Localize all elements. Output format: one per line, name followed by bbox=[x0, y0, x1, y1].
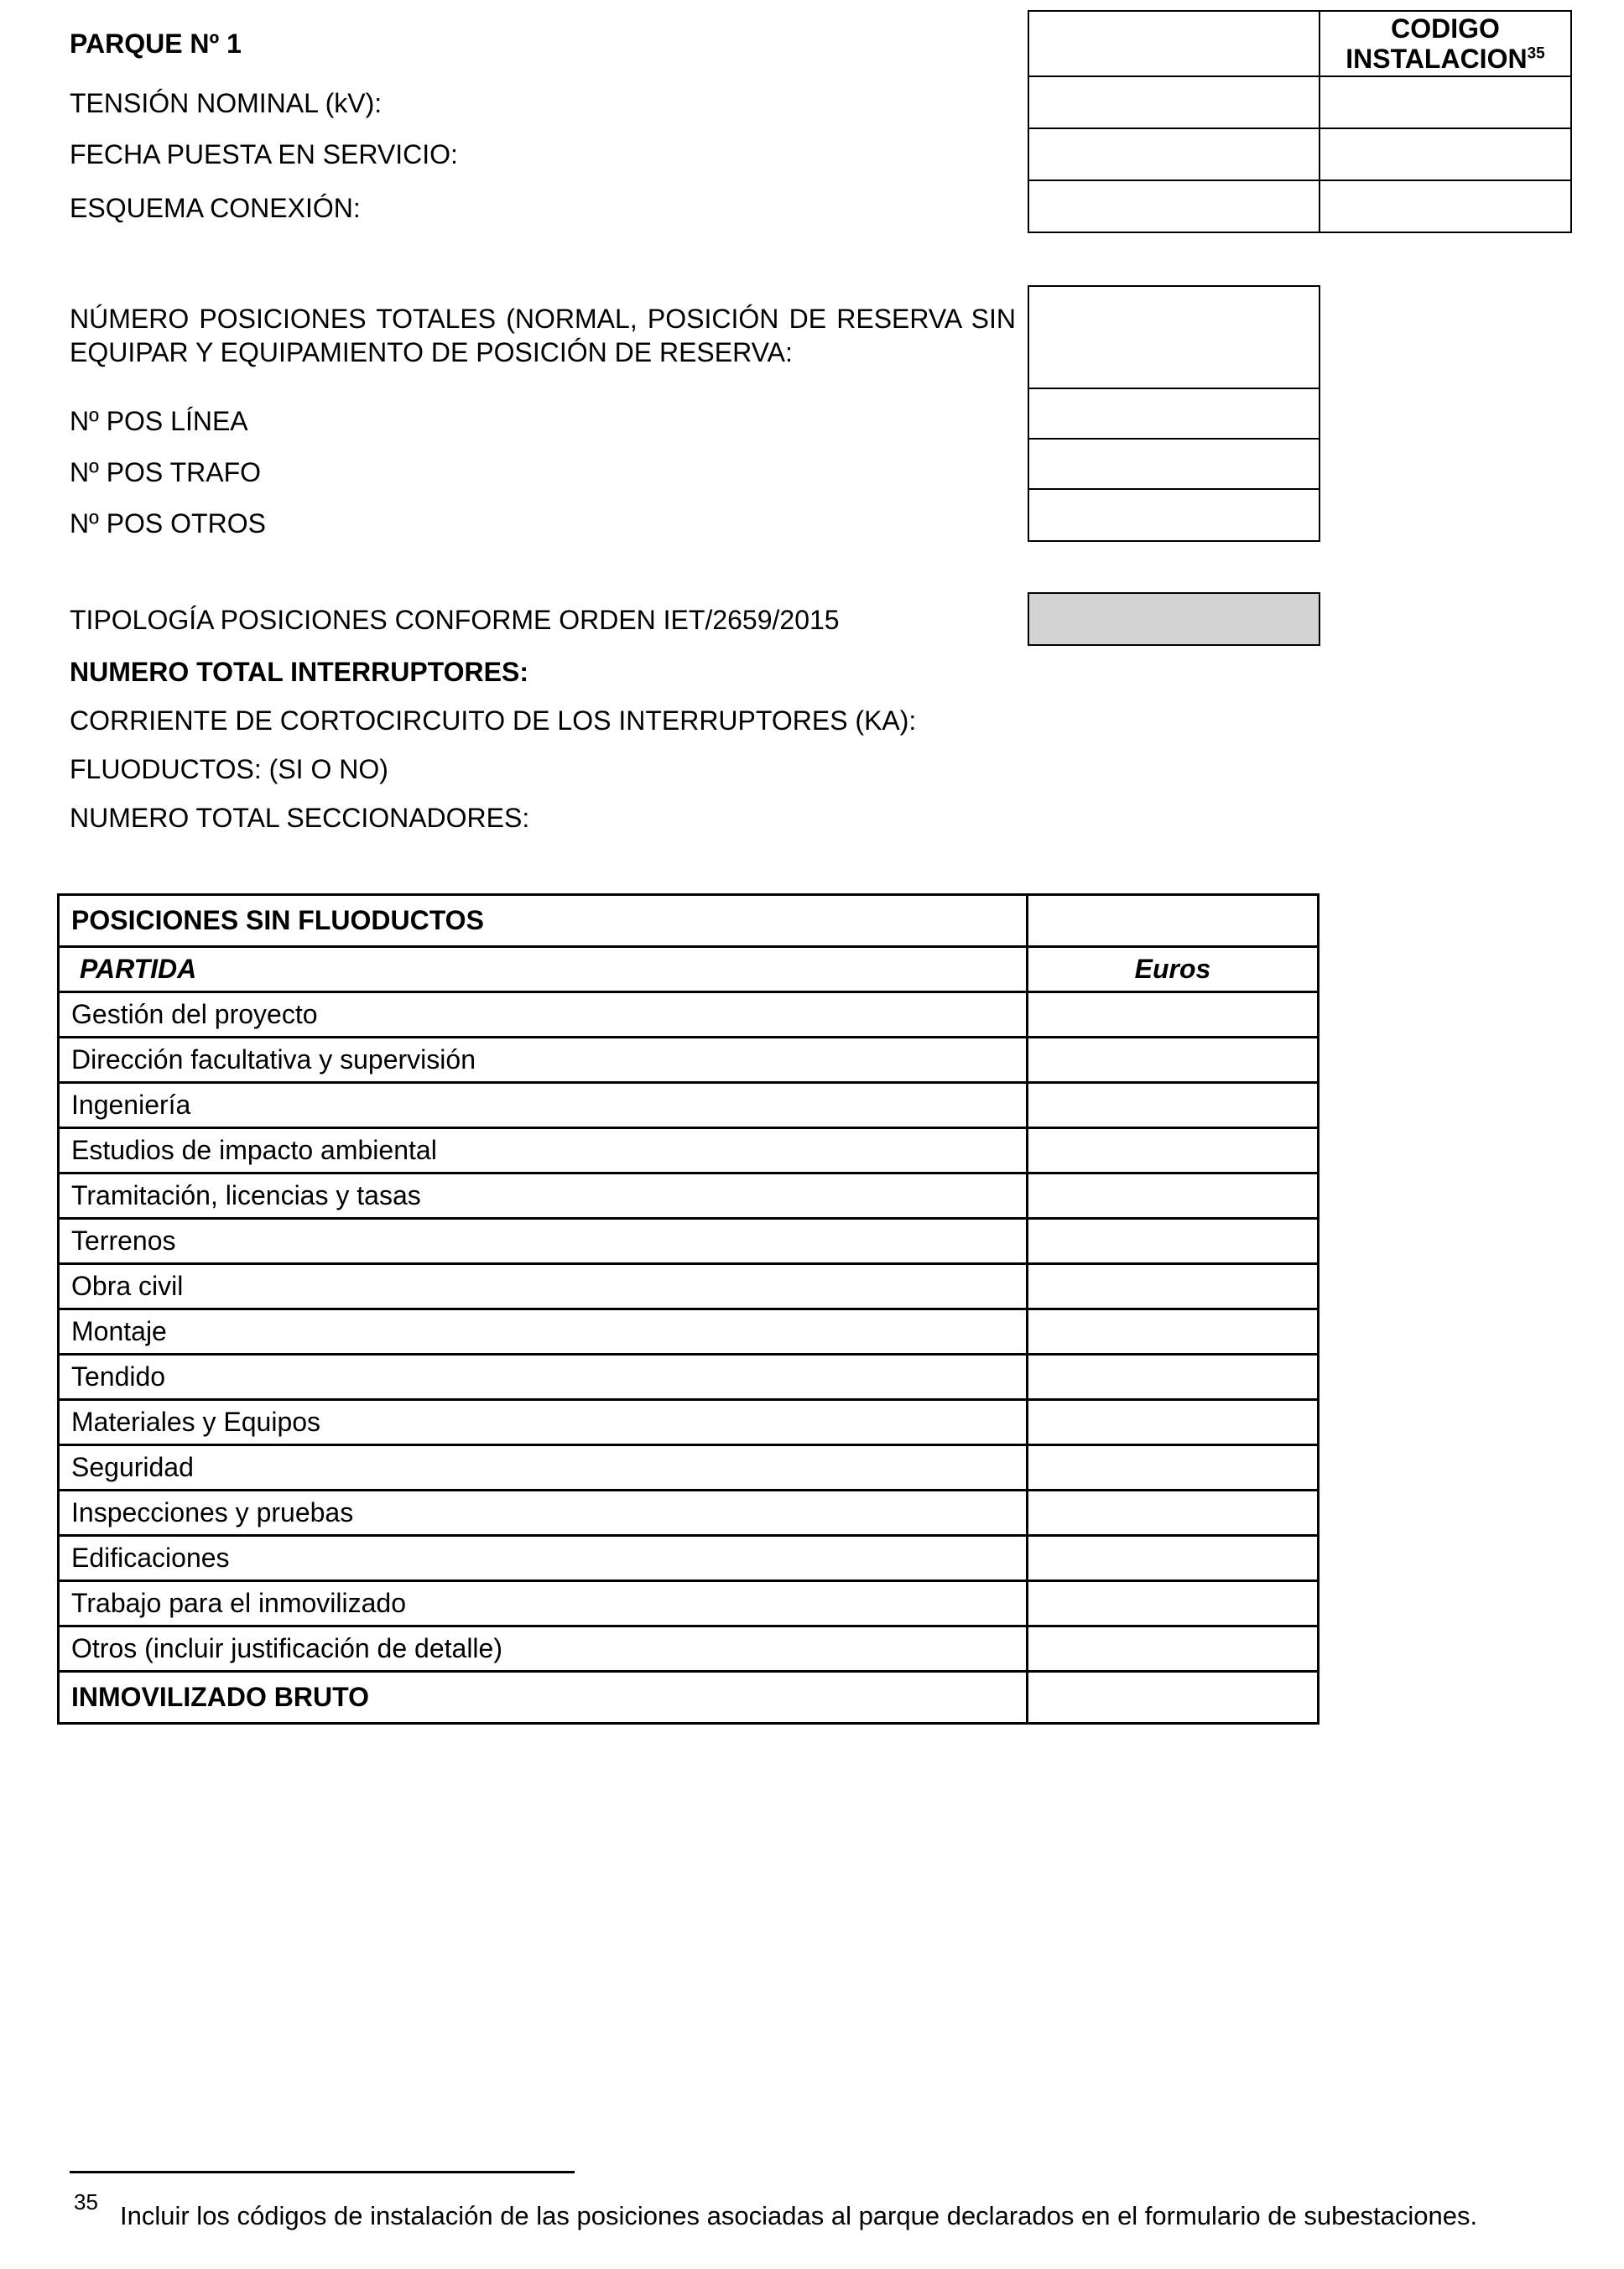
row-euros-input[interactable] bbox=[1028, 1220, 1317, 1262]
table-row bbox=[59, 1355, 1319, 1400]
row-euros-input[interactable] bbox=[1028, 1491, 1317, 1534]
pos-trafo-label: Nº POS TRAFO bbox=[70, 457, 262, 487]
row-label: Inspecciones y pruebas bbox=[59, 1491, 1028, 1536]
row-euros-input[interactable] bbox=[1028, 1265, 1317, 1308]
row-label: Dirección facultativa y supervisión bbox=[59, 1038, 1028, 1083]
tension-codigo-field[interactable] bbox=[1319, 75, 1572, 129]
col-partida-header: PARTIDA bbox=[59, 947, 1028, 992]
row-label: Estudios de impacto ambiental bbox=[59, 1128, 1028, 1174]
seccionadores-label: NUMERO TOTAL SECCIONADORES: bbox=[70, 803, 530, 833]
codigo-instalacion-header bbox=[1319, 10, 1572, 77]
fecha-label: FECHA PUESTA EN SERVICIO: bbox=[70, 139, 458, 169]
row-label: Trabajo para el inmovilizado bbox=[59, 1581, 1028, 1626]
fecha-field[interactable] bbox=[1028, 128, 1320, 181]
posiciones-totales-label: NÚMERO POSICIONES TOTALES (NORMAL, POSICIÓN DE RESERVA SIN EQUIPAR Y EQUIPAMIENTO DE POSICIÓN DE RESERVA: bbox=[70, 304, 1016, 367]
footnote-ref: 35 bbox=[1527, 44, 1545, 63]
row-euros-input[interactable] bbox=[1028, 1537, 1317, 1579]
table-row bbox=[59, 1174, 1319, 1219]
table-row bbox=[59, 1626, 1319, 1672]
pos-linea-label: Nº POS LÍNEA bbox=[70, 406, 248, 436]
footnote-number: 35 bbox=[74, 2189, 98, 2214]
row-euros-input[interactable] bbox=[1028, 1401, 1317, 1444]
tension-field[interactable] bbox=[1028, 75, 1320, 129]
table-row bbox=[59, 1264, 1319, 1309]
pos-trafo-field[interactable] bbox=[1028, 438, 1320, 490]
table-row bbox=[59, 1445, 1319, 1491]
table-row bbox=[59, 1309, 1319, 1355]
row-euros-input[interactable] bbox=[1028, 1310, 1317, 1353]
row-label: Tendido bbox=[59, 1355, 1028, 1400]
fluoductos-label: FLUODUCTOS: (SI O NO) bbox=[70, 754, 388, 784]
row-euros-input[interactable] bbox=[1028, 1084, 1317, 1127]
table-row bbox=[59, 1128, 1319, 1174]
row-label: Ingeniería bbox=[59, 1083, 1028, 1128]
row-euros-input[interactable] bbox=[1028, 1174, 1317, 1217]
inmovilizado-bruto-input[interactable] bbox=[1028, 1673, 1317, 1722]
row-label: Materiales y Equipos bbox=[59, 1400, 1028, 1445]
inmovilizado-bruto-label: INMOVILIZADO BRUTO bbox=[59, 1672, 1028, 1724]
tipologia-label: TIPOLOGÍA POSICIONES CONFORME ORDEN IET/2659/2015 bbox=[70, 605, 840, 635]
row-euros-input[interactable] bbox=[1028, 1446, 1317, 1489]
row-euros-input[interactable] bbox=[1028, 993, 1317, 1036]
corriente-label: CORRIENTE DE CORTOCIRCUITO DE LOS INTERRUPTORES (KA): bbox=[70, 705, 917, 736]
interruptores-label: NUMERO TOTAL INTERRUPTORES: bbox=[70, 657, 528, 687]
table-title-value[interactable] bbox=[1028, 896, 1317, 945]
table-row bbox=[59, 1038, 1319, 1083]
row-label: Otros (incluir justificación de detalle) bbox=[59, 1626, 1028, 1672]
esquema-field[interactable] bbox=[1028, 180, 1320, 233]
table-row bbox=[59, 992, 1319, 1038]
row-label: Montaje bbox=[59, 1309, 1028, 1355]
tipologia-shaded-cell bbox=[1028, 592, 1320, 646]
footnote-divider bbox=[70, 2171, 575, 2173]
table-row bbox=[59, 1536, 1319, 1581]
fecha-codigo-field[interactable] bbox=[1319, 128, 1572, 181]
row-euros-input[interactable] bbox=[1028, 1038, 1317, 1081]
row-euros-input[interactable] bbox=[1028, 1627, 1317, 1670]
posiciones-totales-field[interactable] bbox=[1028, 285, 1320, 389]
row-euros-input[interactable] bbox=[1028, 1356, 1317, 1398]
row-label: Terrenos bbox=[59, 1219, 1028, 1264]
esquema-codigo-field[interactable] bbox=[1319, 180, 1572, 233]
row-euros-input[interactable] bbox=[1028, 1129, 1317, 1172]
esquema-label: ESQUEMA CONEXIÓN: bbox=[70, 193, 361, 223]
table-row bbox=[59, 1219, 1319, 1264]
codigo-instalacion-label: CODIGO INSTALACION bbox=[1346, 13, 1528, 74]
col-euros-header: Euros bbox=[1028, 947, 1319, 992]
parque-id-field[interactable] bbox=[1028, 10, 1320, 77]
table-row bbox=[59, 1400, 1319, 1445]
table-title: POSICIONES SIN FLUODUCTOS bbox=[59, 895, 1028, 947]
footnote-text: Incluir los códigos de instalación de las posiciones asociadas al parque declarados en el formulario de subestaciones. bbox=[120, 2201, 1478, 2230]
row-euros-input[interactable] bbox=[1028, 1582, 1317, 1625]
row-label: Obra civil bbox=[59, 1264, 1028, 1309]
table-row bbox=[59, 1581, 1319, 1626]
pos-otros-field[interactable] bbox=[1028, 488, 1320, 542]
row-label: Seguridad bbox=[59, 1445, 1028, 1491]
table-row bbox=[59, 1491, 1319, 1536]
parque-title: PARQUE Nº 1 bbox=[70, 29, 242, 59]
row-label: Gestión del proyecto bbox=[59, 992, 1028, 1038]
table-row bbox=[59, 1083, 1319, 1128]
row-label: Tramitación, licencias y tasas bbox=[59, 1174, 1028, 1219]
tension-label: TENSIÓN NOMINAL (kV): bbox=[70, 88, 383, 118]
pos-linea-field[interactable] bbox=[1028, 388, 1320, 440]
pos-otros-label: Nº POS OTROS bbox=[70, 508, 266, 539]
cost-table bbox=[57, 893, 1320, 1725]
row-label: Edificaciones bbox=[59, 1536, 1028, 1581]
